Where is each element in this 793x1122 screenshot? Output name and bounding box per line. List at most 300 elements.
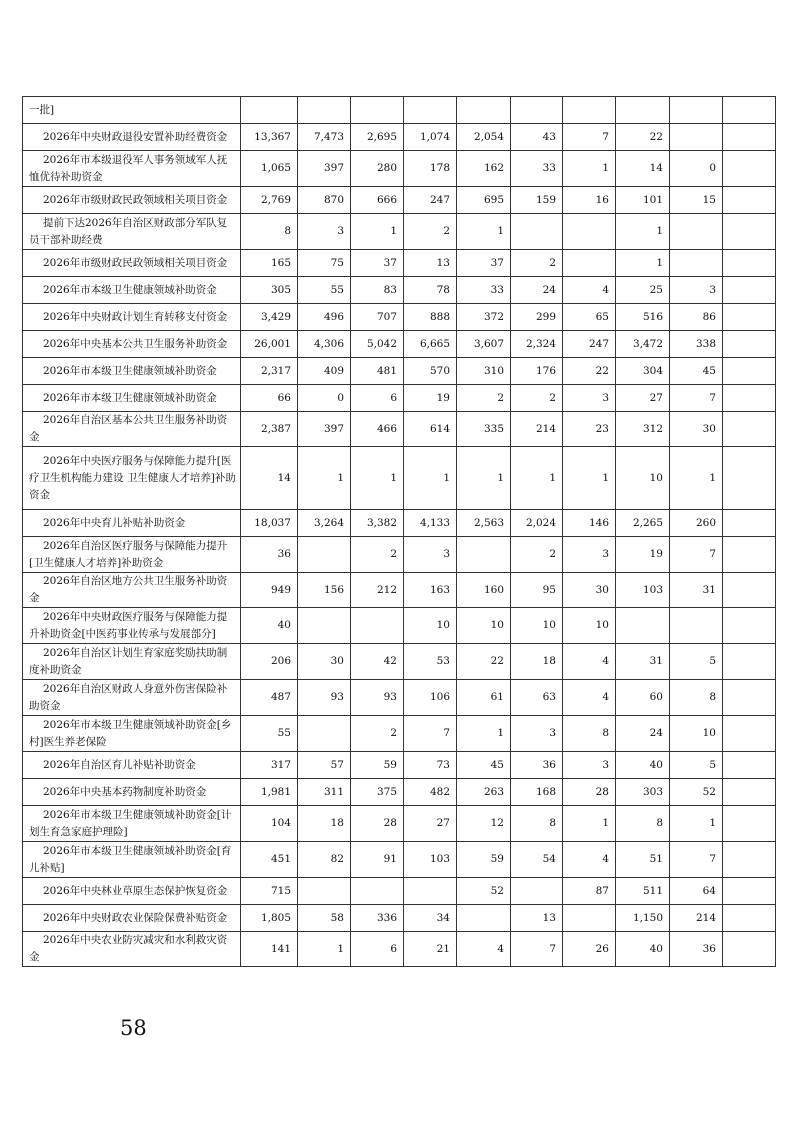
amount-cell: 6: [351, 385, 404, 412]
amount-cell: 1: [404, 447, 457, 510]
amount-cell: 3: [298, 214, 351, 250]
amount-cell: 21: [404, 932, 457, 967]
amount-cell: 2,024: [511, 510, 563, 537]
amount-cell: 22: [616, 124, 670, 151]
amount-cell: [351, 608, 404, 644]
amount-cell: [563, 214, 616, 250]
row-item-name: 2026年自治区育儿补贴补助资金: [23, 752, 241, 779]
amount-cell: 214: [670, 905, 723, 932]
table-row: [23, 716, 776, 752]
amount-cell: 42: [351, 644, 404, 680]
row-item-name: 2026年中央财政计划生育转移支付资金: [23, 304, 241, 331]
amount-cell: 91: [351, 842, 404, 878]
amount-cell: 86: [670, 304, 723, 331]
amount-cell: 36: [241, 537, 298, 573]
row-item-name: 2026年中央医疗服务与保障能力提升[医疗卫生机构能力建设 卫生健康人才培养]补助资金: [23, 447, 241, 510]
amount-cell: 1: [511, 447, 563, 510]
table-row: [23, 878, 776, 905]
amount-cell: 8: [563, 716, 616, 752]
amount-cell: 888: [404, 304, 457, 331]
amount-cell: 707: [351, 304, 404, 331]
amount-cell: 311: [298, 779, 351, 806]
amount-cell: 2: [351, 716, 404, 752]
amount-cell: 10: [511, 608, 563, 644]
amount-cell: [723, 151, 776, 187]
amount-cell: [404, 878, 457, 905]
amount-cell: 312: [616, 412, 670, 447]
amount-cell: 2,317: [241, 358, 298, 385]
amount-cell: [723, 214, 776, 250]
amount-cell: 481: [351, 358, 404, 385]
amount-cell: 4: [563, 842, 616, 878]
amount-cell: [723, 878, 776, 905]
amount-cell: [723, 905, 776, 932]
amount-cell: 1,065: [241, 151, 298, 187]
amount-cell: [723, 510, 776, 537]
amount-cell: 4: [563, 644, 616, 680]
amount-cell: 33: [511, 151, 563, 187]
amount-cell: 10: [563, 608, 616, 644]
table-row: [23, 447, 776, 510]
amount-cell: 247: [563, 331, 616, 358]
amount-cell: 160: [457, 573, 511, 608]
amount-cell: 2,563: [457, 510, 511, 537]
amount-cell: 101: [616, 187, 670, 214]
amount-cell: 23: [563, 412, 616, 447]
amount-cell: 162: [457, 151, 511, 187]
amount-cell: 299: [511, 304, 563, 331]
amount-cell: 30: [670, 412, 723, 447]
amount-cell: 1: [351, 447, 404, 510]
amount-cell: 487: [241, 680, 298, 716]
row-item-name: 2026年市本级退役军人事务领域军人抚恤优待补助资金: [23, 151, 241, 187]
amount-cell: 52: [670, 779, 723, 806]
amount-cell: [723, 124, 776, 151]
amount-cell: 1: [616, 250, 670, 277]
amount-cell: 1: [457, 447, 511, 510]
table-row: [23, 214, 776, 250]
table-row: [23, 608, 776, 644]
amount-cell: 466: [351, 412, 404, 447]
amount-cell: 3,382: [351, 510, 404, 537]
amount-cell: 1: [563, 806, 616, 842]
amount-cell: 336: [351, 905, 404, 932]
amount-cell: 95: [511, 573, 563, 608]
amount-cell: 10: [457, 608, 511, 644]
amount-cell: 55: [298, 277, 351, 304]
amount-cell: 8: [511, 806, 563, 842]
amount-cell: 1: [670, 447, 723, 510]
amount-cell: 43: [511, 124, 563, 151]
table-row: [23, 124, 776, 151]
amount-cell: [723, 187, 776, 214]
amount-cell: 82: [298, 842, 351, 878]
amount-cell: [723, 97, 776, 124]
amount-cell: [723, 573, 776, 608]
amount-cell: 7: [670, 385, 723, 412]
amount-cell: [511, 214, 563, 250]
row-item-name: 2026年市本级卫生健康领域补助资金: [23, 277, 241, 304]
amount-cell: 263: [457, 779, 511, 806]
table-row: [23, 932, 776, 967]
amount-cell: 83: [351, 277, 404, 304]
page-number: 58: [120, 1016, 147, 1040]
amount-cell: 75: [298, 250, 351, 277]
amount-cell: [298, 537, 351, 573]
row-item-name: 2026年自治区医疗服务与保障能力提升[卫生健康人才培养]补助资金: [23, 537, 241, 573]
amount-cell: 1,150: [616, 905, 670, 932]
amount-cell: [723, 250, 776, 277]
table-row: [23, 680, 776, 716]
amount-cell: 7: [511, 932, 563, 967]
table-row: [23, 573, 776, 608]
amount-cell: 36: [670, 932, 723, 967]
row-item-name: 2026年自治区计划生育家庭奖励扶助制度补助资金: [23, 644, 241, 680]
table-row: [23, 537, 776, 573]
row-item-name: 2026年市本级卫生健康领域补助资金[计划生育急家庭护理险]: [23, 806, 241, 842]
amount-cell: 280: [351, 151, 404, 187]
amount-cell: 451: [241, 842, 298, 878]
amount-cell: 260: [670, 510, 723, 537]
amount-cell: 303: [616, 779, 670, 806]
amount-cell: 59: [457, 842, 511, 878]
amount-cell: 40: [241, 608, 298, 644]
amount-cell: [511, 97, 563, 124]
funding-allocation-table: [22, 96, 776, 967]
amount-cell: 37: [351, 250, 404, 277]
amount-cell: 7: [404, 716, 457, 752]
row-item-name: 2026年中央农业防灾减灾和水利救灾资金: [23, 932, 241, 967]
table-row: [23, 277, 776, 304]
amount-cell: 516: [616, 304, 670, 331]
amount-cell: 2: [511, 385, 563, 412]
amount-cell: 3: [563, 385, 616, 412]
amount-cell: 397: [298, 151, 351, 187]
amount-cell: 1: [457, 716, 511, 752]
amount-cell: 2,769: [241, 187, 298, 214]
amount-cell: 214: [511, 412, 563, 447]
amount-cell: 715: [241, 878, 298, 905]
amount-cell: 8: [670, 680, 723, 716]
amount-cell: 3: [511, 716, 563, 752]
row-item-name: 2026年市本级卫生健康领域补助资金: [23, 385, 241, 412]
amount-cell: 61: [457, 680, 511, 716]
amount-cell: 1: [298, 932, 351, 967]
amount-cell: 1,981: [241, 779, 298, 806]
amount-cell: 482: [404, 779, 457, 806]
amount-cell: 16: [563, 187, 616, 214]
amount-cell: [723, 277, 776, 304]
amount-cell: 5: [670, 644, 723, 680]
amount-cell: [723, 752, 776, 779]
amount-cell: 24: [511, 277, 563, 304]
row-item-name: 2026年自治区基本公共卫生服务补助资金: [23, 412, 241, 447]
amount-cell: 3,429: [241, 304, 298, 331]
amount-cell: 40: [616, 932, 670, 967]
table-row: [23, 510, 776, 537]
amount-cell: 18: [511, 644, 563, 680]
amount-cell: [457, 537, 511, 573]
amount-cell: 7,473: [298, 124, 351, 151]
table-row: [23, 752, 776, 779]
amount-cell: 53: [404, 644, 457, 680]
amount-cell: 176: [511, 358, 563, 385]
table-row: [23, 842, 776, 878]
table-row: [23, 412, 776, 447]
table-row: [23, 151, 776, 187]
amount-cell: 26: [563, 932, 616, 967]
table-row: [23, 304, 776, 331]
row-item-name: 2026年中央林业草原生态保护恢复资金: [23, 878, 241, 905]
amount-cell: 7: [563, 124, 616, 151]
row-item-name: 2026年中央育儿补贴补助资金: [23, 510, 241, 537]
amount-cell: 247: [404, 187, 457, 214]
amount-cell: [298, 608, 351, 644]
amount-cell: 22: [563, 358, 616, 385]
amount-cell: 31: [616, 644, 670, 680]
amount-cell: [723, 932, 776, 967]
amount-cell: 335: [457, 412, 511, 447]
amount-cell: [670, 250, 723, 277]
table-body: [23, 97, 776, 967]
amount-cell: 58: [298, 905, 351, 932]
amount-cell: [723, 608, 776, 644]
row-item-name: 2026年市级财政民政领域相关项目资金: [23, 250, 241, 277]
row-item-name: 2026年中央财政退役安置补助经费资金: [23, 124, 241, 151]
amount-cell: 372: [457, 304, 511, 331]
amount-cell: [563, 97, 616, 124]
row-item-name: 2026年市本级卫生健康领域补助资金[乡村]医生养老保险: [23, 716, 241, 752]
row-item-name: 2026年市本级卫生健康领域补助资金[育儿补贴]: [23, 842, 241, 878]
amount-cell: 18,037: [241, 510, 298, 537]
amount-cell: [457, 97, 511, 124]
amount-cell: 15: [670, 187, 723, 214]
amount-cell: 666: [351, 187, 404, 214]
amount-cell: 73: [404, 752, 457, 779]
amount-cell: 1: [670, 806, 723, 842]
amount-cell: 34: [404, 905, 457, 932]
amount-cell: 375: [351, 779, 404, 806]
row-item-name: 2026年自治区地方公共卫生服务补助资金: [23, 573, 241, 608]
amount-cell: [616, 97, 670, 124]
amount-cell: 206: [241, 644, 298, 680]
amount-cell: 103: [616, 573, 670, 608]
amount-cell: 6,665: [404, 331, 457, 358]
table-row: [23, 905, 776, 932]
amount-cell: 13,367: [241, 124, 298, 151]
amount-cell: [723, 412, 776, 447]
row-item-name: 2026年市级财政民政领域相关项目资金: [23, 187, 241, 214]
amount-cell: 3: [563, 537, 616, 573]
amount-cell: [723, 447, 776, 510]
amount-cell: [511, 878, 563, 905]
amount-cell: 310: [457, 358, 511, 385]
amount-cell: 141: [241, 932, 298, 967]
amount-cell: [616, 608, 670, 644]
amount-cell: 156: [298, 573, 351, 608]
amount-cell: 1: [457, 214, 511, 250]
amount-cell: 695: [457, 187, 511, 214]
amount-cell: [670, 214, 723, 250]
amount-cell: [723, 779, 776, 806]
amount-cell: 4: [563, 680, 616, 716]
amount-cell: 28: [351, 806, 404, 842]
amount-cell: 6: [351, 932, 404, 967]
amount-cell: 163: [404, 573, 457, 608]
row-item-name: 2026年市本级卫生健康领域补助资金: [23, 358, 241, 385]
amount-cell: 24: [616, 716, 670, 752]
amount-cell: 146: [563, 510, 616, 537]
amount-cell: 1: [616, 214, 670, 250]
amount-cell: 55: [241, 716, 298, 752]
amount-cell: [563, 250, 616, 277]
amount-cell: 22: [457, 644, 511, 680]
row-item-name: 2026年中央基本药物制度补助资金: [23, 779, 241, 806]
amount-cell: 10: [670, 716, 723, 752]
amount-cell: 45: [457, 752, 511, 779]
amount-cell: 317: [241, 752, 298, 779]
amount-cell: [723, 304, 776, 331]
amount-cell: 63: [511, 680, 563, 716]
amount-cell: [670, 97, 723, 124]
amount-cell: 64: [670, 878, 723, 905]
amount-cell: 19: [404, 385, 457, 412]
amount-cell: [298, 716, 351, 752]
amount-cell: 3,264: [298, 510, 351, 537]
amount-cell: [723, 644, 776, 680]
amount-cell: 2: [511, 537, 563, 573]
amount-cell: 2: [404, 214, 457, 250]
amount-cell: [563, 905, 616, 932]
amount-cell: 570: [404, 358, 457, 385]
amount-cell: [723, 680, 776, 716]
table-row: [23, 358, 776, 385]
amount-cell: 8: [241, 214, 298, 250]
amount-cell: 27: [404, 806, 457, 842]
amount-cell: 1: [298, 447, 351, 510]
amount-cell: 12: [457, 806, 511, 842]
amount-cell: 40: [616, 752, 670, 779]
amount-cell: 304: [616, 358, 670, 385]
amount-cell: [404, 97, 457, 124]
amount-cell: 4,133: [404, 510, 457, 537]
amount-cell: 2,324: [511, 331, 563, 358]
amount-cell: 8: [616, 806, 670, 842]
amount-cell: [723, 358, 776, 385]
amount-cell: [723, 806, 776, 842]
amount-cell: 26,001: [241, 331, 298, 358]
amount-cell: 409: [298, 358, 351, 385]
amount-cell: 106: [404, 680, 457, 716]
amount-cell: 14: [616, 151, 670, 187]
table-row: [23, 250, 776, 277]
amount-cell: 1: [563, 151, 616, 187]
amount-cell: 5,042: [351, 331, 404, 358]
amount-cell: 5: [670, 752, 723, 779]
amount-cell: 104: [241, 806, 298, 842]
amount-cell: [457, 905, 511, 932]
amount-cell: 0: [670, 151, 723, 187]
amount-cell: 2,054: [457, 124, 511, 151]
amount-cell: 13: [404, 250, 457, 277]
amount-cell: 614: [404, 412, 457, 447]
table-row: [23, 385, 776, 412]
amount-cell: 4: [563, 277, 616, 304]
amount-cell: 52: [457, 878, 511, 905]
table-row: [23, 331, 776, 358]
amount-cell: 397: [298, 412, 351, 447]
amount-cell: 2,265: [616, 510, 670, 537]
amount-cell: 7: [670, 842, 723, 878]
amount-cell: 305: [241, 277, 298, 304]
amount-cell: 36: [511, 752, 563, 779]
amount-cell: 87: [563, 878, 616, 905]
amount-cell: 496: [298, 304, 351, 331]
row-item-name: 2026年中央财政农业保险保费补贴资金: [23, 905, 241, 932]
amount-cell: 18: [298, 806, 351, 842]
amount-cell: [241, 97, 298, 124]
amount-cell: 10: [404, 608, 457, 644]
amount-cell: 178: [404, 151, 457, 187]
amount-cell: 168: [511, 779, 563, 806]
amount-cell: [670, 124, 723, 151]
amount-cell: 57: [298, 752, 351, 779]
amount-cell: 51: [616, 842, 670, 878]
amount-cell: 4,306: [298, 331, 351, 358]
row-item-name: 2026年自治区财政人身意外伤害保险补助资金: [23, 680, 241, 716]
amount-cell: 7: [670, 537, 723, 573]
amount-cell: 10: [616, 447, 670, 510]
amount-cell: 2: [457, 385, 511, 412]
amount-cell: 1: [563, 447, 616, 510]
amount-cell: 54: [511, 842, 563, 878]
amount-cell: 4: [457, 932, 511, 967]
amount-cell: 78: [404, 277, 457, 304]
amount-cell: 2,387: [241, 412, 298, 447]
amount-cell: 3: [404, 537, 457, 573]
table-row: [23, 806, 776, 842]
amount-cell: 27: [616, 385, 670, 412]
row-item-name: 2026年中央财政医疗服务与保障能力提升补助资金[中医药事业传承与发展部分]: [23, 608, 241, 644]
amount-cell: 3: [563, 752, 616, 779]
amount-cell: 2: [351, 537, 404, 573]
table-row: [23, 644, 776, 680]
amount-cell: 19: [616, 537, 670, 573]
row-item-name: 2026年中央基本公共卫生服务补助资金: [23, 331, 241, 358]
amount-cell: 33: [457, 277, 511, 304]
row-item-name: 一批]: [23, 97, 241, 124]
table-row: [23, 779, 776, 806]
amount-cell: 93: [351, 680, 404, 716]
amount-cell: 2,695: [351, 124, 404, 151]
amount-cell: 1,805: [241, 905, 298, 932]
amount-cell: 1,074: [404, 124, 457, 151]
amount-cell: [723, 385, 776, 412]
amount-cell: 0: [298, 385, 351, 412]
amount-cell: 30: [298, 644, 351, 680]
amount-cell: 511: [616, 878, 670, 905]
amount-cell: 31: [670, 573, 723, 608]
amount-cell: 13: [511, 905, 563, 932]
amount-cell: [723, 537, 776, 573]
amount-cell: [351, 878, 404, 905]
amount-cell: [351, 97, 404, 124]
row-item-name: 提前下达2026年自治区财政部分军队复员干部补助经费: [23, 214, 241, 250]
amount-cell: 870: [298, 187, 351, 214]
amount-cell: [723, 331, 776, 358]
amount-cell: 103: [404, 842, 457, 878]
amount-cell: [723, 716, 776, 752]
